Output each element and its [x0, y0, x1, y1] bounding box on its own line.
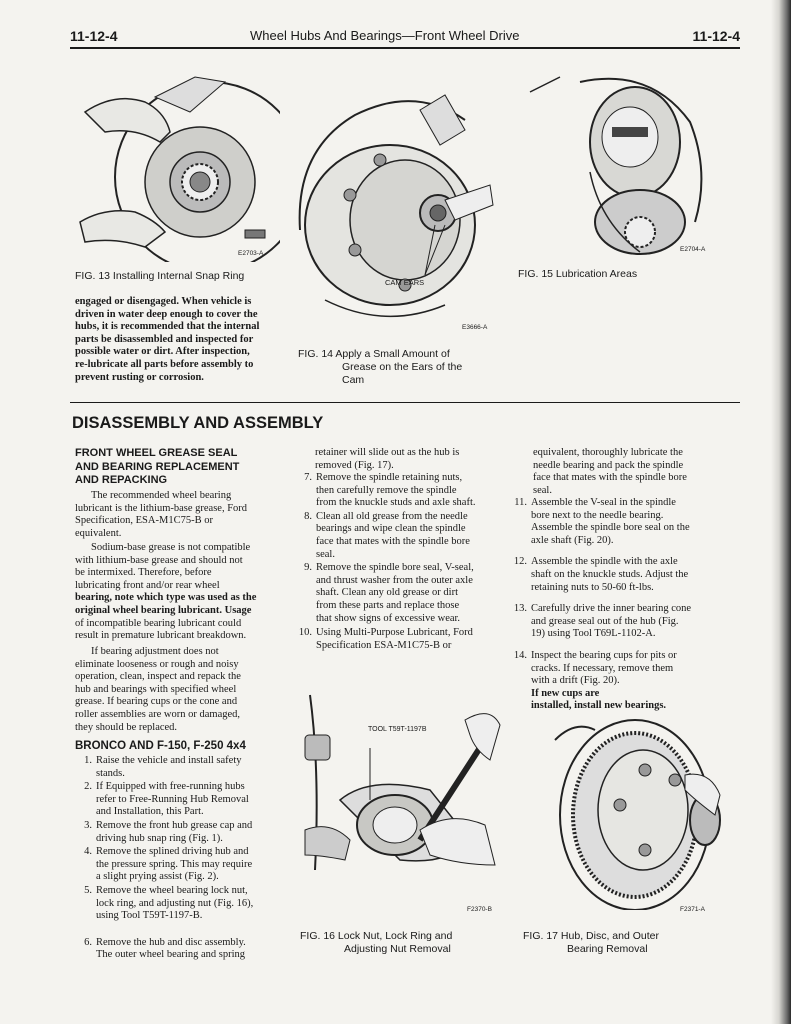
- step-line: the pressure spring. This may require: [96, 858, 253, 870]
- step-line: Specification ESA-M1C75-B or: [316, 639, 452, 651]
- step-item: [505, 603, 723, 641]
- step-number: 12.: [513, 556, 527, 568]
- step-text: [96, 846, 280, 884]
- figure-15-illustration: [520, 72, 720, 257]
- step-line: Remove the spindle bore seal, V-seal,: [316, 562, 474, 574]
- grease-seal-heading: FRONT WHEEL GREASE SEAL AND BEARING REPLACEMENT AND REPACKING: [75, 447, 240, 486]
- page-running-title: Wheel Hubs And Bearings—Front Wheel Drive: [250, 28, 520, 43]
- step-line: Remove the wheel bearing lock nut,: [96, 885, 248, 896]
- figure-14-caption-line2: Grease on the Ears of the: [342, 361, 463, 373]
- step-text: [316, 562, 502, 625]
- step-line: stands.: [96, 767, 125, 779]
- step-line: installed, install new bearings.: [531, 700, 667, 712]
- step-line: Carefully drive the inner bearing cone: [531, 603, 692, 615]
- step-line: shaft. Clean any old grease or dirt: [316, 587, 458, 599]
- step-line: that show signs of excessive wear.: [316, 612, 461, 624]
- figure-15-caption: FIG. 15 Lubrication Areas: [518, 268, 638, 280]
- figure-17-illustration: [535, 700, 725, 910]
- step-item: [70, 820, 280, 845]
- page-number-left: 11-12-4: [70, 28, 118, 44]
- step-line: retaining nuts to 50-60 ft-lbs.: [531, 581, 654, 593]
- figure-14-illustration: [295, 90, 495, 325]
- step-item: [70, 885, 280, 923]
- step-item: [290, 627, 502, 652]
- step-number: 3.: [84, 820, 92, 831]
- step-number: 6.: [84, 936, 92, 948]
- step-line: from the knuckle studs and axle shaft.: [316, 497, 476, 509]
- step-line: If new cups are: [531, 687, 600, 699]
- intro-line: engaged or disengaged. When vehicle is: [75, 296, 252, 307]
- grease-seal-para2: Sodium-base grease is not compatible with lithium-base grease and should not be intermixed. Therefore, before lubricating front and/or rear wheel bearing, note which type was used as the original wheel bearing lubricant. Usage of incompatible bearing lubricant could result in premature lubricant breakdown.: [75, 542, 257, 642]
- page-binding-edge: [771, 0, 791, 1024]
- step-line: and thrust washer from the outer axle: [316, 574, 473, 586]
- figure-16-illustration: [300, 690, 505, 915]
- step-item: [70, 781, 280, 819]
- step-text: [316, 472, 502, 510]
- step-line: face that mates with the spindle bore: [316, 535, 470, 547]
- step-item: [70, 937, 280, 962]
- step-line: and grease seal out of the hub (Fig.: [531, 615, 679, 627]
- step-text: [316, 511, 502, 561]
- figure-13-illustration: [75, 72, 280, 262]
- step-line: then carefully remove the spindle: [316, 484, 457, 496]
- step-item: [70, 755, 280, 780]
- intro-line: hubs, it is recommended that the internal: [75, 321, 260, 333]
- step-line: Remove the splined driving hub and: [96, 846, 249, 858]
- figure-17-code: F2371-A: [680, 906, 705, 913]
- step-line: 19) using Tool T69L-1102-A.: [531, 628, 656, 640]
- step-line: from these parts and replace those: [316, 599, 460, 611]
- intro-line: driven in water deep enough to cover the: [75, 308, 258, 320]
- step-line: using Tool T59T-1197-B.: [96, 910, 203, 922]
- step-text: [96, 820, 280, 845]
- page-header: [70, 28, 740, 48]
- intro-line: prevent rusting or corrosion.: [75, 371, 204, 383]
- step-number: 11.: [514, 497, 527, 508]
- step-line: bearings and wipe clean the spindle: [316, 523, 466, 535]
- step-line: bore next to the needle bearing.: [531, 509, 664, 521]
- step-text: [531, 556, 723, 594]
- figure-14-caption-line3: Cam: [342, 374, 365, 386]
- step-number: 8.: [304, 510, 312, 522]
- step-line: seal.: [316, 548, 335, 560]
- intro-paragraph: [75, 296, 275, 384]
- grease-seal-para3: If bearing adjustment does not eliminate looseness or rough and noisy operation, clean, inspect and repack the hub and bearings with specified wheel grease. If bearing cups or the cone and roller assemblies are worn or damaged, they should be replaced.: [75, 646, 241, 733]
- step-text: [531, 603, 723, 641]
- step-number: 9.: [304, 562, 312, 574]
- figure-13-caption: FIG. 13 Installing Internal Snap Ring: [75, 270, 245, 282]
- step-line: refer to Free-Running Hub Removal: [96, 793, 249, 805]
- step-text: [96, 755, 280, 780]
- step-text: [316, 627, 502, 652]
- section-title: DISASSEMBLY AND ASSEMBLY: [72, 414, 324, 432]
- step-number: 2.: [84, 781, 92, 793]
- step-line: cracks. If necessary, remove them: [531, 662, 674, 674]
- right-continuation: equivalent, thoroughly lubricate the needle bearing and pack the spindle face that mates with the spindle bore seal.: [533, 447, 687, 496]
- step-item: [290, 472, 502, 510]
- step-text: [96, 781, 280, 819]
- step-number: 14.: [513, 650, 527, 661]
- step-text: [531, 497, 723, 547]
- step-number: 4.: [84, 846, 92, 858]
- step-line: The outer wheel bearing and spring: [96, 949, 245, 961]
- step-line: Assemble the spindle bore seal on the: [531, 522, 690, 534]
- bronco-heading: BRONCO AND F-150, F-250 4x4: [75, 740, 246, 752]
- step-line: Raise the vehicle and install safety: [96, 755, 242, 766]
- figure-16-caption-line2: Adjusting Nut Removal: [344, 943, 451, 955]
- figure-16-code: F2370-B: [467, 906, 492, 913]
- intro-line: re-lubricate all parts before assembly to: [75, 358, 254, 370]
- step-line: If Equipped with free-running hubs: [96, 781, 245, 793]
- step-line: lock ring, and adjusting nut (Fig. 16),: [96, 897, 254, 909]
- figure-17-caption-line1: FIG. 17 Hub, Disc, and Outer: [523, 930, 659, 942]
- step-line: shaft on the knuckle studs. Adjust the: [531, 568, 689, 580]
- step-line: axle shaft (Fig. 20).: [531, 534, 614, 546]
- step-number: 13.: [513, 603, 527, 615]
- step-item: [505, 556, 723, 594]
- intro-line: parts be disassembled and inspected for: [75, 333, 254, 345]
- figure-17-caption-line2: Bearing Removal: [567, 943, 648, 955]
- step-item: [290, 562, 502, 625]
- step-line: with a drift (Fig. 20).: [531, 675, 620, 687]
- figure-14-code: E3666-A: [462, 324, 488, 331]
- step-number: 5.: [84, 885, 92, 896]
- step-number: 1.: [84, 755, 92, 766]
- figure-16-caption-line1: FIG. 16 Lock Nut, Lock Ring and: [300, 930, 453, 942]
- step-line: Clean all old grease from the needle: [316, 510, 468, 522]
- step-line: Inspect the bearing cups for pits or: [531, 650, 677, 661]
- step-item: [505, 497, 723, 547]
- step-line: Remove the front hub grease cap and: [96, 820, 253, 831]
- step-line: Using Multi-Purpose Lubricant, Ford: [316, 627, 473, 639]
- step-line: and Installation, this Part.: [96, 806, 204, 818]
- step-number: 10.: [298, 627, 312, 639]
- step-line: driving hub snap ring (Fig. 1).: [96, 832, 223, 844]
- section-rule: [70, 402, 740, 403]
- figure-13-code: E2703-A: [238, 250, 264, 257]
- grease-seal-para1: The recommended wheel bearing lubricant is the lithium-base grease, Ford Specification, ESA-M1C75-B or equivalent.: [75, 490, 248, 539]
- step-line: Remove the hub and disc assembly.: [96, 936, 246, 948]
- step-item: [290, 511, 502, 561]
- figure-14-caption-line1: FIG. 14 Apply a Small Amount of: [298, 348, 450, 360]
- figure-16-label-tool: TOOL T59T-1197B: [368, 726, 427, 733]
- step-line: Assemble the spindle with the axle: [531, 556, 678, 568]
- figure-14-label-cam-ears: CAM EARS: [385, 278, 425, 287]
- step-line: a slight prying assist (Fig. 2).: [96, 871, 219, 883]
- step-item: [70, 846, 280, 884]
- page-number-right: 11-12-4: [692, 28, 740, 44]
- header-rule: [70, 47, 740, 49]
- middle-continuation: retainer will slide out as the hub is removed (Fig. 17).: [315, 447, 460, 471]
- figure-15-code: E2704-A: [680, 246, 706, 253]
- intro-line: possible water or dirt. After inspection,: [75, 346, 250, 358]
- step-line: Remove the spindle retaining nuts,: [316, 472, 463, 483]
- step-line: Assemble the V-seal in the spindle: [531, 497, 676, 508]
- step-text: [96, 885, 280, 923]
- step-number: 7.: [304, 472, 312, 483]
- step-text: [96, 937, 280, 962]
